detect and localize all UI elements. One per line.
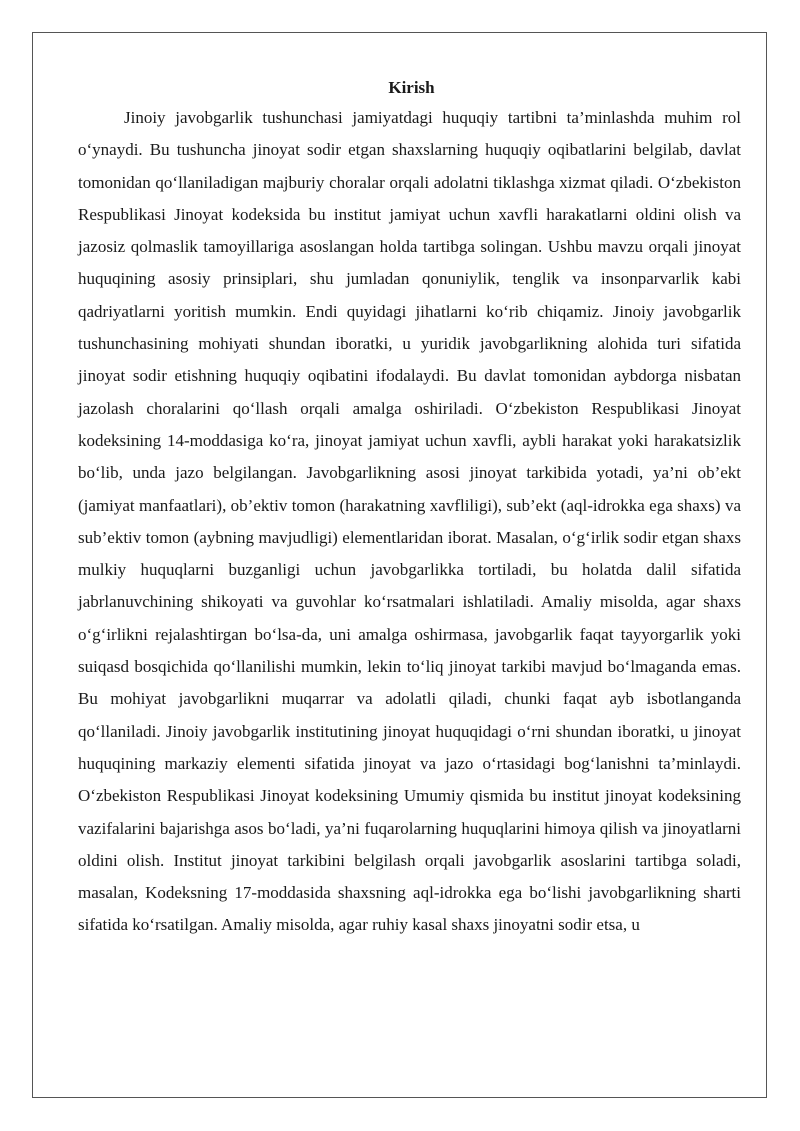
document-body xyxy=(78,74,741,942)
section-title: Kirish xyxy=(388,78,435,97)
body-paragraph: Jinoiy javobgarlik tushunchasi jamiyatdagi huquqiy tartibni ta’minlashda muhim rol o‘ynaydi. Bu tushuncha jinoyat sodir etgan shaxslarning huquqiy oqibatlarini belgilab, davlat tomonidan qo‘llaniladigan majburiy choralar orqali adolatni tiklashga xizmat qiladi. O‘zbekiston Respublikasi Jinoyat kodeksida bu institut jamiyat uchun xavfli harakatlarni oldini olish va jazosiz qolmaslik tamoyillariga asoslangan holda tartibga solingan. Ushbu mavzu orqali jinoyat huquqining asosiy prinsiplari, shu jumladan qonuniylik, tenglik va insonparvarlik kabi qadriyatlarni yoritish mumkin. Endi quyidagi jihatlarni ko‘rib chiqamiz. Jinoiy javobgarlik tushunchasining mohiyati shundan iboratki, u yuridik javobgarlikning alohida turi sifatida jinoyat sodir etishning huquqiy oqibatini ifodalaydi. Bu davlat tomonidan aybdorga nisbatan jazolash choralarini qo‘llash orqali amalga oshiriladi. O‘zbekiston Respublikasi Jinoyat kodeksining 14-moddasiga ko‘ra, jinoyat jamiyat uchun xavfli, aybli harakat yoki harakatsizlik bo‘lib, unda jazo belgilangan. Javobgarlikning asosi jinoyat tarkibida yotadi, ya’ni ob’ekt (jamiyat manfaatlari), ob’ektiv tomon (harakatning xavfliligi), sub’ekt (aql-idrokka ega shaxs) va sub’ektiv tomon (aybning mavjudligi) elementlaridan iborat. Masalan, o‘g‘irlik sodir etgan shaxs mulkiy huquqlarni buzganligi uchun javobgarlikka tortiladi, bu holatda dalil sifatida jabrlanuvchining shikoyati va guvohlar ko‘rsatmalari ishlatiladi. Amaliy misolda, agar shaxs o‘g‘irlikni rejalashtirgan bo‘lsa-da, uni amalga oshirmasa, javobgarlik faqat tayyorgarlik yoki suiqasd bosqichida qo‘llanilishi mumkin, lekin to‘liq jinoyat tarkibi mavjud bo‘lmaganda emas. Bu mohiyat javobgarlikni muqarrar va adolatli qiladi, chunki faqat ayb isbotlanganda qo‘llaniladi. Jinoiy javobgarlik institutining jinoyat huquqidagi o‘rni shundan iboratki, u jinoyat huquqining markaziy elementi sifatida jinoyat va jazo o‘rtasidagi bog‘lanishni ta’minlaydi. O‘zbekiston Respublikasi Jinoyat kodeksining Umumiy qismida bu institut jinoyat kodeksining vazifalarini bajarishga asos bo‘ladi, ya’ni fuqarolarning huquqlarini himoya qilish va jinoyatlarni oldini olish. Institut jinoyat tarkibini belgilash orqali javobgarlik asoslarini tartibga soladi, masalan, Kodeksning 17-moddasida shaxsning aql-idrokka ega bo‘lishi javobgarlikning sharti sifatida ko‘rsatilgan. Amaliy misolda, agar ruhiy kasal shaxs jinoyatni sodir etsa, u xyxy=(78,108,741,935)
